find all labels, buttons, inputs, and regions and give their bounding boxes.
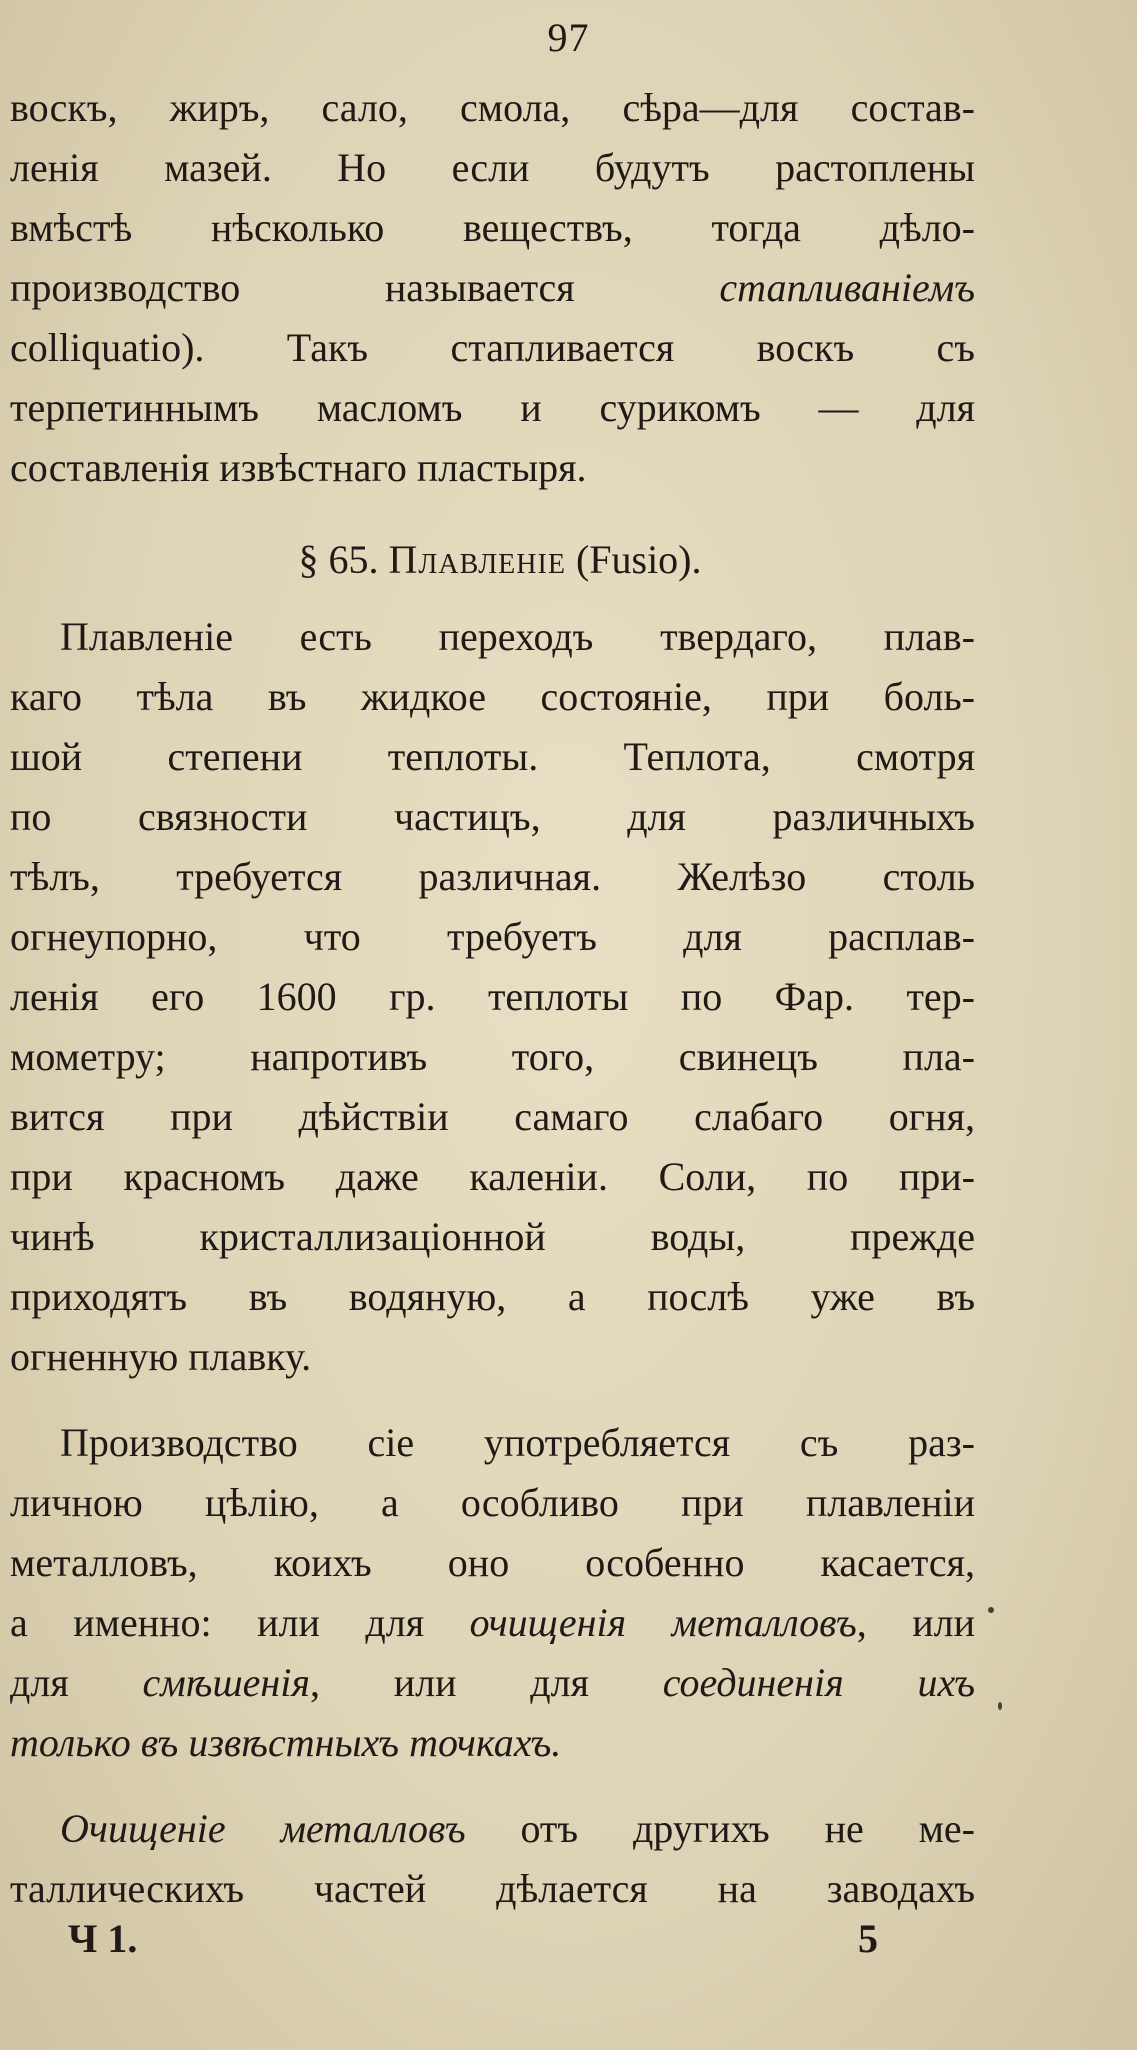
text-line [10,1713,975,1773]
italic-term: очищенія металловъ [469,1600,857,1645]
signature-mark: Ч 1. [68,1916,138,1961]
text-line: ленія мазей. Но если будутъ растоплены [10,145,975,190]
text-line [60,1799,975,1859]
italic-term: только въ извѣстныхъ точкахъ. [10,1720,562,1765]
italic-term: стапливаніемъ [719,265,975,310]
ink-speck [998,1702,1002,1710]
text-line: при красномъ даже каленіи. Соли, по при- [10,1154,975,1199]
text-line: по связности частицъ, для различныхъ [10,794,975,839]
text-line: каго тѣла въ жидкое состояніе, при боль- [10,674,975,719]
text-line: приходятъ въ водяную, а послѣ уже въ [10,1274,975,1319]
text-line: терпетиннымъ масломъ и сурикомъ — для [10,385,975,430]
text-line: металловъ, коихъ оно особенно касается, [10,1540,975,1585]
text-line: составленія извѣстнаго пластыря. [10,445,587,490]
text-line [10,258,975,318]
text-line: огнеупорно, что требуетъ для расплав- [10,914,975,959]
italic-term: соединенія ихъ [662,1660,975,1705]
section-latin: (Fusio). [575,537,702,582]
text-line [10,1653,975,1713]
italic-term: смѣшенія [142,1660,310,1705]
section-title: Плавленіе [388,537,566,582]
text-line: Производство сіе употребляется съ раз- [60,1420,975,1465]
text-line: тѣлъ, требуется различная. Желѣзо столь [10,854,975,899]
text-line [10,1593,975,1653]
text-line: таллическихъ частей дѣлается на заводахъ [10,1866,975,1911]
text-line: Плавленіе есть переходъ твердаго, плав- [60,614,975,659]
text-line: colliquatio). Такъ стапливается воскъ съ [10,325,975,370]
text-span: отъ другихъ не ме- [465,1806,975,1851]
text-line: мометру; напротивъ того, свинецъ пла- [10,1034,975,1079]
section-number: § 65. [298,537,379,582]
text-line: ленія его 1600 гр. теплоты по Фар. тер- [10,974,975,1019]
text-line: вится при дѣйствіи самаго слабаго огня, [10,1094,975,1139]
text-span: а именно: или для [10,1600,470,1645]
text-line: чинѣ кристаллизаціонной воды, прежде [10,1214,975,1259]
text-span: , или для [309,1660,663,1705]
text-line: личною цѣлію, а особливо при плавленіи [10,1480,975,1525]
ink-speck [988,1607,994,1613]
text-span: производство называется [10,265,720,310]
italic-term: Очищеніе металловъ [60,1806,466,1851]
text-line: огненную плавку. [10,1334,312,1379]
text-span: для [10,1660,143,1705]
text-span: , или [856,1600,975,1645]
text-line: шой степени теплоты. Теплота, смотря [10,734,975,779]
section-heading [0,530,1000,590]
gathering-number: 5 [858,1916,878,1961]
page-number: 97 [547,15,590,60]
text-line: воскъ, жиръ, сало, смола, сѣра—для состав- [10,85,975,130]
text-line: вмѣстѣ нѣсколько веществъ, тогда дѣло- [10,205,975,250]
